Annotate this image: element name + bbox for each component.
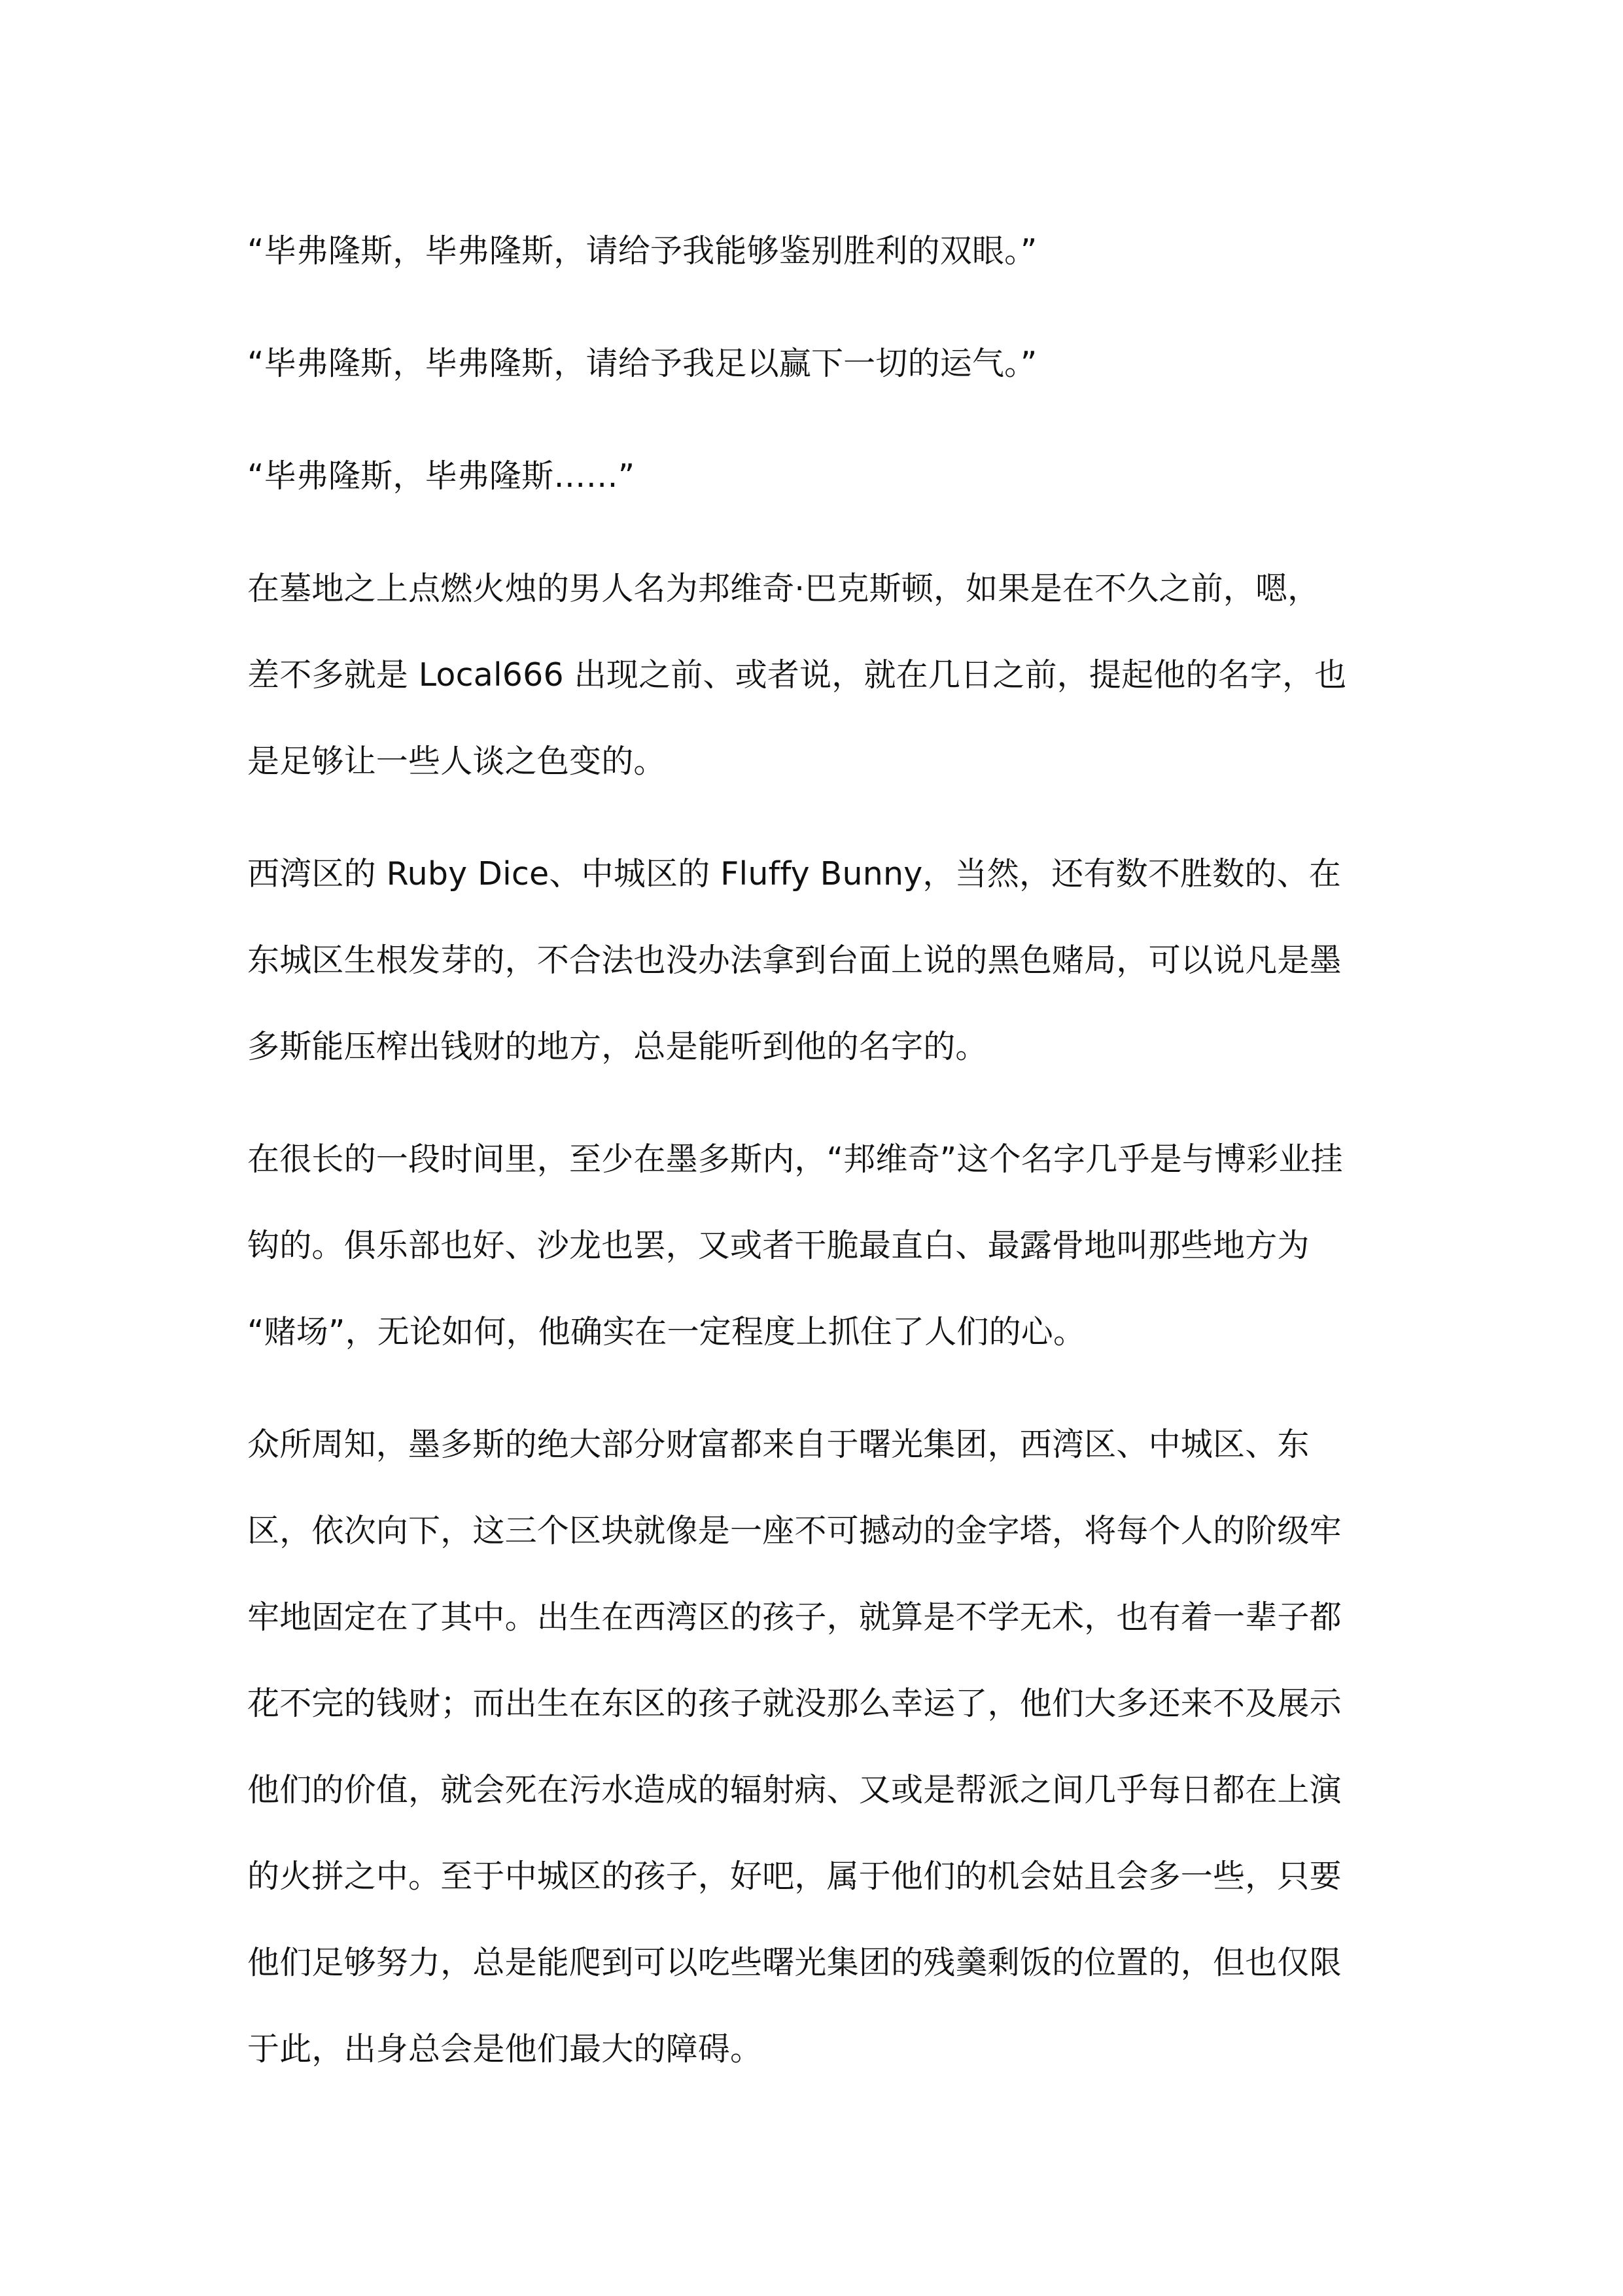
text-line: 的火拼之中。至于中城区的孩子，好吧，属于他们的机会姑且会多一些，只要 [247, 1858, 1342, 1895]
paragraph-2 [247, 321, 1399, 407]
text-line: “毕弗隆斯，毕弗隆斯……” [247, 457, 635, 495]
text-line: “赌场”，无论如何，他确实在一定程度上抓住了人们的心。 [247, 1313, 1086, 1351]
paragraph-5 [247, 831, 1399, 1090]
text-line: 东城区生根发芽的，不合法也没办法拿到台面上说的黑色赌局，可以说凡是墨 [247, 942, 1342, 979]
paragraph-7 [247, 1402, 1399, 2093]
text-line: 众所周知，墨多斯的绝大部分财富都来自于曙光集团，西湾区、中城区、东 [247, 1426, 1310, 1463]
paragraph-6 [247, 1116, 1399, 1375]
document-body [247, 208, 1399, 2119]
paragraph-3 [247, 433, 1399, 520]
text-line: “毕弗隆斯，毕弗隆斯，请给予我能够鉴别胜利的双眼。” [247, 232, 1038, 270]
text-line: 花不完的钱财；而出生在东区的孩子就没那么幸运了，他们大多还来不及展示 [247, 1685, 1342, 1722]
text-line: 于此，出身总会是他们最大的障碍。 [247, 2030, 763, 2068]
paragraph-4 [247, 546, 1399, 805]
paragraph-1 [247, 208, 1399, 294]
text-line: 他们的价值，就会死在污水造成的辐射病、又或是帮派之间几乎每日都在上演 [247, 1771, 1342, 1809]
text-line: 多斯能压榨出钱财的地方，总是能听到他的名字的。 [247, 1028, 988, 1065]
text-line: 区，依次向下，这三个区块就像是一座不可撼动的金字塔，将每个人的阶级牢 [247, 1512, 1342, 1549]
text-line: 在墓地之上点燃火烛的男人名为邦维奇·巴克斯顿，如果是在不久之前，嗯， [247, 570, 1320, 607]
text-line: “毕弗隆斯，毕弗隆斯，请给予我足以赢下一切的运气。” [247, 345, 1038, 382]
text-line: 差不多就是 Local666 出现之前、或者说，就在几日之前，提起他的名字，也 [247, 656, 1347, 694]
text-line: 钩的。俱乐部也好、沙龙也罢，又或者干脆最直白、最露骨地叫那些地方为 [247, 1227, 1310, 1264]
text-line: 是足够让一些人谈之色变的。 [247, 743, 666, 780]
text-line: 在很长的一段时间里，至少在墨多斯内，“邦维奇”这个名字几乎是与博彩业挂 [247, 1140, 1343, 1178]
text-line: 西湾区的 Ruby Dice、中城区的 Fluffy Bunny，当然，还有数不胜数的、在 [247, 855, 1342, 892]
text-line: 牢地固定在了其中。出生在西湾区的孩子，就算是不学无术，也有着一辈子都 [247, 1598, 1342, 1636]
text-line: 他们足够努力，总是能爬到可以吃些曙光集团的残羹剩饭的位置的，但也仅限 [247, 1944, 1342, 1981]
